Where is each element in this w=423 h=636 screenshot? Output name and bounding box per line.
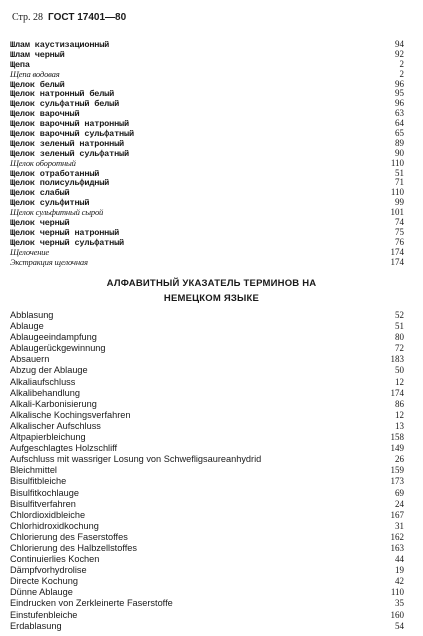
- page-number: 162: [390, 531, 404, 542]
- index-entry: [10, 621, 406, 632]
- page-number: 167: [390, 509, 404, 520]
- index-entry: [10, 343, 406, 354]
- index-term: Щепа: [10, 59, 30, 70]
- index-entry: [10, 410, 406, 421]
- page-number: 159: [390, 465, 404, 476]
- index-term: Щелок сульфатный белый: [10, 99, 120, 110]
- page-number: 174: [390, 387, 404, 398]
- index-term: Erdablasung: [10, 620, 62, 631]
- page-number: 174: [390, 246, 404, 257]
- page-number: 69: [395, 487, 404, 498]
- index-entry: [10, 99, 406, 109]
- page-number: 99: [395, 197, 404, 208]
- index-entry: [10, 159, 406, 169]
- page-number: 42: [395, 576, 404, 587]
- index-entry: [10, 476, 406, 487]
- index-entry: [10, 310, 406, 321]
- page-number: 76: [395, 236, 404, 247]
- index-term: Щелок варочный сульфатный: [10, 129, 134, 140]
- index-term: Шлам черный: [10, 49, 65, 60]
- page-number: 35: [395, 598, 404, 609]
- page-number: 13: [395, 420, 404, 431]
- index-term: Щелок зеленый натронный: [10, 138, 125, 149]
- index-entry: [10, 109, 406, 119]
- page-number: 63: [395, 108, 404, 119]
- index-entry: [10, 139, 406, 149]
- index-term: Щелок варочный натронный: [10, 119, 129, 130]
- index-term: Chlorierung des Faserstoffes: [10, 531, 128, 542]
- index-entry: [10, 377, 406, 388]
- index-entry: [10, 238, 406, 248]
- index-term: Щепа водовая: [10, 68, 60, 79]
- page-number: 96: [395, 98, 404, 109]
- index-term: Bisulfitkochlauge: [10, 487, 79, 498]
- index-entry: [10, 169, 406, 179]
- page-number: 2: [399, 58, 404, 69]
- index-entry: [10, 332, 406, 343]
- page-number: 110: [390, 157, 404, 168]
- section-title-line-2: НЕМЕЦКОМ ЯЗЫКЕ: [163, 293, 260, 304]
- index-entry: [10, 532, 406, 543]
- index-term: Continuierlies Kochen: [10, 554, 100, 565]
- index-entry: [10, 521, 406, 532]
- index-entry: [10, 129, 406, 139]
- index-entry: [10, 89, 406, 99]
- index-term: Щелок черный: [10, 218, 70, 229]
- page-number: 110: [390, 587, 404, 598]
- index-entry: [10, 388, 406, 399]
- index-term: Bisulfitverfahren: [10, 498, 76, 509]
- index-term: Einstufenbleiche: [10, 609, 78, 620]
- index-term: Ablaugerückgewinnung: [10, 343, 106, 354]
- index-term: Щелок белый: [10, 79, 65, 90]
- index-term: Dünne Ablauge: [10, 587, 73, 598]
- index-term: Экстракция щелочная: [10, 256, 88, 267]
- index-entry: [10, 610, 406, 621]
- index-term: Щелочение: [10, 246, 49, 257]
- index-entry: [10, 258, 406, 268]
- german-term-index: [10, 310, 406, 632]
- index-entry: [10, 554, 406, 565]
- index-term: Aufschluss mit wassriger Losung von Schwefligsaureanhydrid: [10, 454, 262, 465]
- page-number: 158: [390, 432, 404, 443]
- page-number: 163: [390, 542, 404, 553]
- page-number: 149: [390, 443, 404, 454]
- index-term: Щелок сульфитный сырой: [10, 207, 104, 218]
- page-number: 101: [390, 207, 404, 218]
- page-number: 64: [395, 118, 404, 129]
- page-number: 92: [395, 48, 404, 59]
- index-term: Щелок черный сульфатный: [10, 237, 125, 248]
- index-term: Alkalischer Aufschluss: [10, 420, 101, 431]
- index-entry: [10, 488, 406, 499]
- page-number: 86: [395, 398, 404, 409]
- index-entry: [10, 399, 406, 410]
- index-entry: [10, 465, 406, 476]
- index-term: Alkalibehandlung: [10, 387, 80, 398]
- index-term: Alkali-Karbonisierung: [10, 398, 97, 409]
- index-entry: [10, 119, 406, 129]
- index-entry: [10, 443, 406, 454]
- page-number: 80: [395, 332, 404, 343]
- page-number: 51: [395, 167, 404, 178]
- index-term: Щелок полисульфидный: [10, 178, 110, 189]
- page-number: 110: [390, 187, 404, 198]
- index-term: Ablauge: [10, 321, 44, 332]
- index-term: Щелок отработанный: [10, 168, 100, 179]
- page-number: 2: [399, 68, 404, 79]
- index-entry: [10, 499, 406, 510]
- index-entry: [10, 188, 406, 198]
- page-header: [12, 12, 126, 23]
- index-entry: [10, 50, 406, 60]
- index-entry: [10, 543, 406, 554]
- index-term: Щелок черный натронный: [10, 227, 120, 238]
- index-term: Alkaliaufschluss: [10, 376, 76, 387]
- page-number: 50: [395, 365, 404, 376]
- page-number: 26: [395, 454, 404, 465]
- section-title: [0, 276, 423, 306]
- page-number: 31: [395, 520, 404, 531]
- page-number: 94: [395, 39, 404, 49]
- index-term: Ablaugeeindampfung: [10, 332, 97, 343]
- index-term: Dämpfvorhydrolise: [10, 565, 87, 576]
- index-term: Aufgeschlagtes Holzschliff: [10, 443, 118, 454]
- index-term: Abzug der Ablauge: [10, 365, 88, 376]
- index-term: Щелок сульфитный: [10, 198, 90, 209]
- index-entry: [10, 321, 406, 332]
- index-entry: [10, 454, 406, 465]
- russian-term-index: [10, 40, 406, 267]
- page-number: 52: [395, 310, 404, 320]
- page-number: 65: [395, 128, 404, 139]
- page-number: 90: [395, 147, 404, 158]
- index-entry: [10, 432, 406, 443]
- page-number: 95: [395, 88, 404, 99]
- index-term: Altpapierbleichung: [10, 432, 86, 443]
- page-number: 44: [395, 554, 404, 565]
- index-entry: [10, 228, 406, 238]
- index-entry: [10, 70, 406, 80]
- index-entry: [10, 208, 406, 218]
- index-entry: [10, 565, 406, 576]
- index-entry: [10, 421, 406, 432]
- page-number: 96: [395, 78, 404, 89]
- page-number: 173: [390, 476, 404, 487]
- index-term: Directe Kochung: [10, 576, 78, 587]
- index-term: Щелок оборотный: [10, 157, 76, 168]
- index-entry: [10, 576, 406, 587]
- page-number: 51: [395, 321, 404, 332]
- index-term: Щелок зеленый сульфатный: [10, 148, 129, 159]
- page-number: 72: [395, 343, 404, 354]
- index-term: Chlordioxidbleiche: [10, 509, 86, 520]
- index-entry: [10, 80, 406, 90]
- page-number: 71: [395, 177, 404, 188]
- index-entry: [10, 40, 406, 50]
- index-entry: [10, 60, 406, 70]
- index-term: Chlorhidroxidkochung: [10, 520, 99, 531]
- index-entry: [10, 218, 406, 228]
- index-term: Abblasung: [10, 310, 54, 320]
- page-number: 174: [390, 256, 404, 267]
- index-entry: [10, 365, 406, 376]
- index-term: Щелок варочный: [10, 109, 80, 120]
- index-entry: [10, 587, 406, 598]
- index-entry: [10, 354, 406, 365]
- index-term: Щелок слабый: [10, 188, 70, 199]
- page-number: 74: [395, 217, 404, 228]
- page-number: 24: [395, 498, 404, 509]
- index-term: Chlorierung des Halbzellstoffes: [10, 542, 137, 553]
- page-number: 183: [390, 354, 404, 365]
- index-term: Bleichmittel: [10, 465, 57, 476]
- index-term: Bisulfitbleiche: [10, 476, 67, 487]
- page-number: 12: [395, 376, 404, 387]
- page-label: Стр. 28: [12, 12, 44, 23]
- section-title-line-1: АЛФАВИТНЫЙ УКАЗАТЕЛЬ ТЕРМИНОВ НА: [106, 278, 317, 289]
- page-number: 160: [390, 609, 404, 620]
- page-number: 19: [395, 565, 404, 576]
- index-entry: [10, 510, 406, 521]
- page-number: 75: [395, 226, 404, 237]
- page-number: 54: [395, 620, 404, 631]
- standard-number: ГОСТ 17401—80: [48, 12, 127, 23]
- index-term: Шлам каустизационный: [10, 40, 110, 50]
- index-entry: [10, 598, 406, 609]
- index-term: Щелок натронный белый: [10, 89, 115, 100]
- index-term: Alkalische Kochingsverfahren: [10, 409, 131, 420]
- index-term: Eindrucken von Zerkleinerte Faserstoffe: [10, 598, 173, 609]
- page-number: 89: [395, 137, 404, 148]
- page-number: 12: [395, 409, 404, 420]
- index-term: Absauern: [10, 354, 50, 365]
- index-entry: [10, 178, 406, 188]
